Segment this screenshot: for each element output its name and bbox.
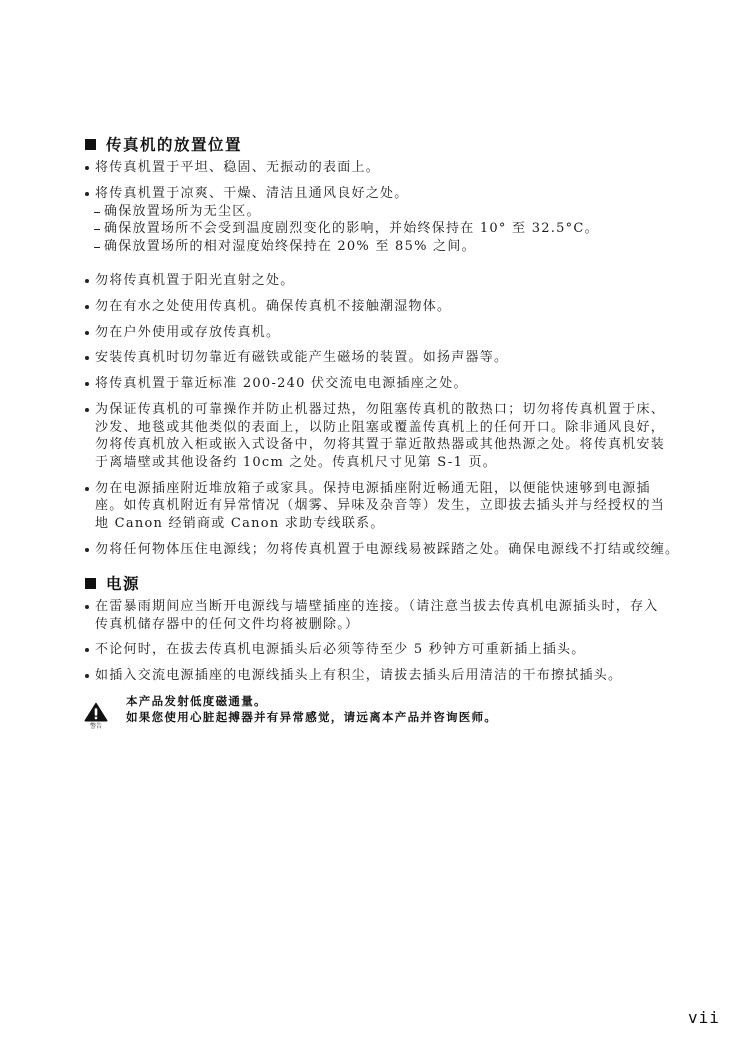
- bullet-icon: [85, 674, 89, 678]
- list-item: [84, 185, 704, 264]
- bullet-icon: [85, 648, 89, 652]
- bullet-icon: [85, 382, 89, 386]
- item-line: 将传真机置于靠近标准 200-240 伏交流电电源插座之处。: [95, 376, 468, 392]
- item-line: 将传真机置于平坦、稳固、无振动的表面上。: [95, 160, 381, 176]
- item-line: 勿将传真机放入柜或嵌入式设备中，勿将其置于靠近散热器或其他热源之处。将传真机安装: [95, 437, 666, 453]
- item-line: 在雷暴雨期间应当断开电源线与墙壁插座的连接。（请注意当拔去传真机电源插头时，存入: [95, 598, 659, 614]
- heading-text: 传真机的放置位置: [106, 136, 243, 154]
- list-item: [84, 349, 704, 367]
- bullet-icon: [85, 192, 89, 196]
- list-item: [84, 272, 704, 290]
- item-line: 传真机储存器中的任何文件均将被删除。）: [95, 616, 360, 632]
- warning-line: 本产品发射低度磁通量。: [126, 693, 267, 708]
- list-item: [84, 598, 704, 633]
- bullet-icon: [85, 605, 89, 609]
- placement-list: [84, 159, 704, 558]
- item-line: 安装传真机时切勿靠近有磁铁或能产生磁场的装置。如扬声器等。: [95, 350, 509, 366]
- warning-notice: [84, 693, 704, 733]
- sub-item: [95, 220, 704, 238]
- sub-item-text: 确保放置场所不会受到温度剧烈变化的影响，并始终保持在 10° 至 32.5°C。: [104, 221, 599, 237]
- warning-line: 如果您使用心脏起搏器并有异常感觉，请远离本产品并咨询医师。: [126, 709, 498, 724]
- list-item: [84, 375, 704, 393]
- warning-triangle-icon: [84, 702, 108, 722]
- item-line: 地 Canon 经销商或 Canon 求助专线联系。: [95, 515, 385, 531]
- item-line: 于离墙壁或其他设备约 10cm 之处。传真机尺寸见第 S-1 页。: [95, 454, 497, 470]
- list-item: [84, 324, 704, 342]
- page-number: vii: [688, 1008, 720, 1027]
- section-heading: [84, 135, 704, 155]
- list-item: [84, 641, 704, 659]
- list-item: [84, 401, 704, 471]
- dash-marker-icon: [94, 229, 100, 230]
- item-line: 勿在有水之处使用传真机。确保传真机不接触潮湿物体。: [95, 298, 452, 314]
- bullet-icon: [85, 408, 89, 412]
- warning-icon-group: [84, 702, 108, 732]
- item-line: 座。如传真机附近有异常情况（烟雾、异味及杂音等）发生，立即拔去插头并与经授权的当: [95, 498, 666, 514]
- page-content: [84, 135, 704, 733]
- bullet-icon: [85, 331, 89, 335]
- item-line: 沙发、地毯或其他类似的表面上，以防止阻塞或覆盖传真机上的任何开口。除非通风良好，: [95, 419, 666, 435]
- bullet-icon: [85, 356, 89, 360]
- item-line: 不论何时，在拔去传真机电源插头后必须等待至少 5 秒钟方可重新插上插头。: [95, 642, 586, 658]
- warning-icon-caption: 警告: [89, 722, 102, 730]
- bullet-icon: [85, 166, 89, 170]
- power-list: [84, 598, 704, 685]
- section-heading: [84, 574, 704, 594]
- placement-section: [84, 135, 704, 558]
- heading-square-icon: [85, 139, 96, 150]
- dash-marker-icon: [94, 212, 100, 213]
- heading-text: 电源: [106, 574, 141, 593]
- item-line: 勿将传真机置于阳光直射之处。: [95, 273, 295, 289]
- sub-item-text: 确保放置场所为无尘区。: [104, 203, 261, 219]
- item-line: 勿将任何物体压住电源线；勿将传真机置于电源线易被踩踏之处。确保电源线不打结或绞缠。: [95, 541, 680, 557]
- power-section: [84, 574, 704, 685]
- item-line: 为保证传真机的可靠操作并防止机器过热，勿阻塞传真机的散热口；切勿将传真机置于床、: [95, 402, 666, 418]
- bullet-icon: [85, 487, 89, 491]
- bullet-icon: [85, 305, 89, 309]
- item-line: 如插入交流电源插座的电源线插头上有积尘，请拔去插头后用清洁的干布擦拭插头。: [95, 668, 623, 684]
- list-item: [84, 541, 704, 559]
- list-item: [84, 159, 704, 177]
- bullet-icon: [85, 279, 89, 283]
- bullet-icon: [85, 548, 89, 552]
- heading-square-icon: [85, 578, 96, 589]
- list-item: [84, 480, 704, 533]
- list-item: [84, 298, 704, 316]
- sub-item: [95, 238, 704, 256]
- list-item: [84, 667, 704, 685]
- dash-marker-icon: [94, 247, 100, 248]
- item-line: 勿在电源插座附近堆放箱子或家具。保持电源插座附近畅通无阻，以便能快速够到电源插: [95, 480, 651, 496]
- sub-item-text: 确保放置场所的相对湿度始终保持在 20% 至 85% 之间。: [104, 238, 476, 254]
- item-line: 勿在户外使用或存放传真机。: [95, 324, 281, 340]
- item-line: 将传真机置于凉爽、干燥、清洁且通风良好之处。: [95, 185, 409, 201]
- sub-item: [95, 203, 704, 221]
